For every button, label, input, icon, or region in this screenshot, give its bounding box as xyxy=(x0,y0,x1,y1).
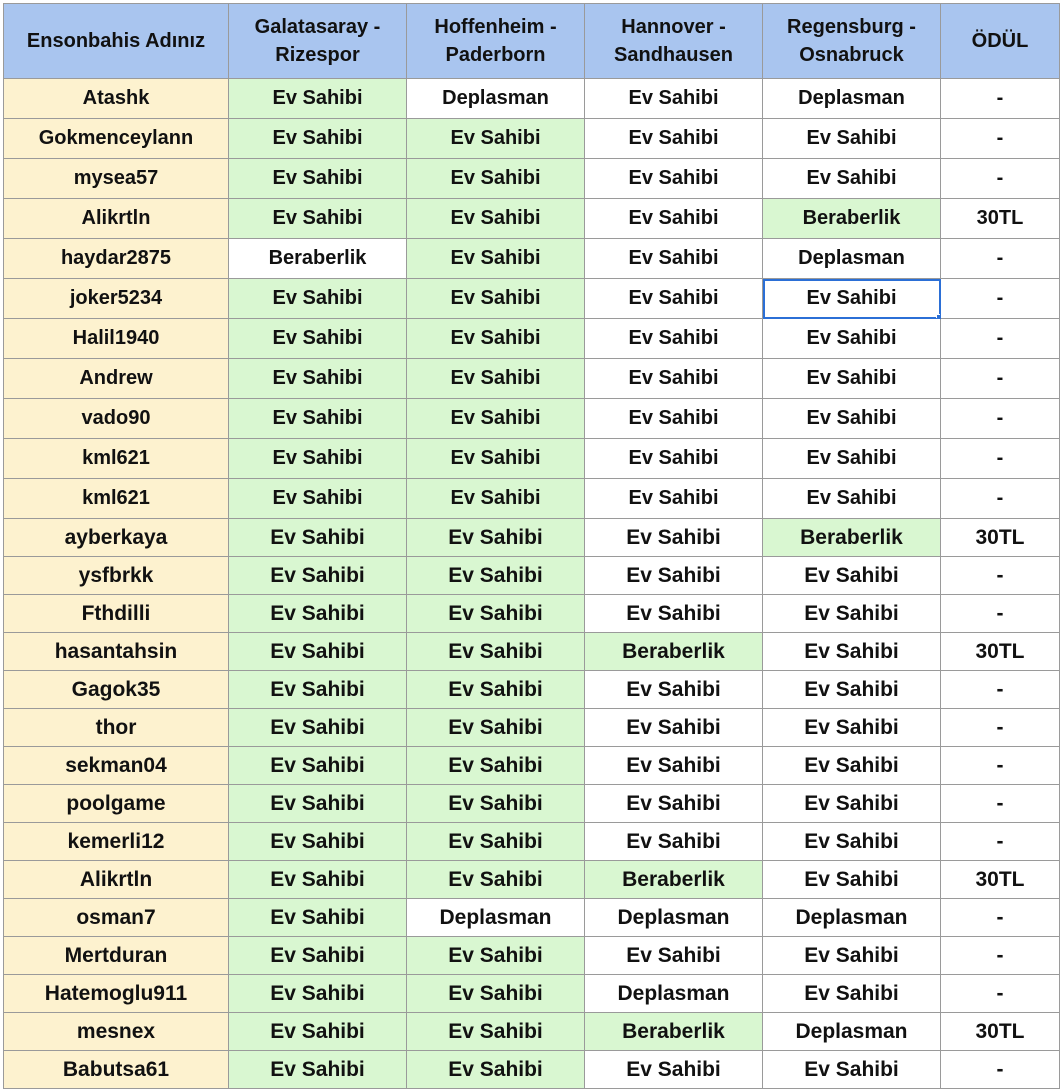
cell-username[interactable]: osman7 xyxy=(4,899,229,937)
cell-pick-regensburg-osnabruck[interactable]: Ev Sahibi xyxy=(763,439,941,479)
table-row xyxy=(4,709,1060,747)
table-row xyxy=(4,199,1060,239)
cell-prize[interactable]: - xyxy=(941,747,1060,785)
table-row xyxy=(4,439,1060,479)
cell-pick-galatasaray-rizespor[interactable]: Ev Sahibi xyxy=(229,937,407,975)
table-row xyxy=(4,823,1060,861)
cell-pick-galatasaray-rizespor[interactable]: Beraberlik xyxy=(229,239,407,279)
cell-username[interactable]: kemerli12 xyxy=(4,823,229,861)
cell-prize[interactable]: - xyxy=(941,595,1060,633)
table-row xyxy=(4,319,1060,359)
cell-pick-galatasaray-rizespor[interactable]: Ev Sahibi xyxy=(229,823,407,861)
cell-pick-regensburg-osnabruck[interactable]: Ev Sahibi xyxy=(763,823,941,861)
cell-prize[interactable]: - xyxy=(941,399,1060,439)
cell-pick-regensburg-osnabruck[interactable]: Ev Sahibi xyxy=(763,1051,941,1089)
table-row xyxy=(4,557,1060,595)
table-row xyxy=(4,785,1060,823)
cell-username[interactable]: Fthdilli xyxy=(4,595,229,633)
cell-pick-hoffenheim-paderborn[interactable]: Ev Sahibi xyxy=(407,557,585,595)
table-row xyxy=(4,479,1060,519)
table-row xyxy=(4,1051,1060,1089)
cell-username[interactable]: Atashk xyxy=(4,79,229,119)
cell-prize[interactable]: - xyxy=(941,239,1060,279)
table-row xyxy=(4,975,1060,1013)
cell-username[interactable]: Babutsa61 xyxy=(4,1051,229,1089)
cell-username[interactable]: kml621 xyxy=(4,479,229,519)
cell-username[interactable]: poolgame xyxy=(4,785,229,823)
cell-prize[interactable]: - xyxy=(941,785,1060,823)
cell-pick-hannover-sandhausen[interactable]: Ev Sahibi xyxy=(585,119,763,159)
cell-pick-regensburg-osnabruck[interactable]: Ev Sahibi xyxy=(763,479,941,519)
cell-pick-hoffenheim-paderborn[interactable]: Ev Sahibi xyxy=(407,519,585,557)
cell-pick-galatasaray-rizespor[interactable]: Ev Sahibi xyxy=(229,1051,407,1089)
cell-pick-hoffenheim-paderborn[interactable]: Ev Sahibi xyxy=(407,861,585,899)
cell-pick-galatasaray-rizespor[interactable]: Ev Sahibi xyxy=(229,199,407,239)
selection-fill-handle[interactable] xyxy=(936,314,941,319)
cell-pick-regensburg-osnabruck[interactable]: Ev Sahibi xyxy=(763,119,941,159)
cell-pick-hoffenheim-paderborn[interactable]: Ev Sahibi xyxy=(407,319,585,359)
cell-pick-hoffenheim-paderborn[interactable]: Ev Sahibi xyxy=(407,671,585,709)
cell-pick-galatasaray-rizespor[interactable]: Ev Sahibi xyxy=(229,899,407,937)
table-row xyxy=(4,595,1060,633)
cell-pick-hannover-sandhausen[interactable]: Ev Sahibi xyxy=(585,709,763,747)
cell-pick-hoffenheim-paderborn[interactable]: Ev Sahibi xyxy=(407,399,585,439)
cell-prize[interactable]: - xyxy=(941,359,1060,399)
header-username[interactable]: Ensonbahis Adınız xyxy=(4,4,229,79)
cell-pick-regensburg-osnabruck[interactable]: Deplasman xyxy=(763,79,941,119)
cell-username[interactable]: Alikrtln xyxy=(4,861,229,899)
cell-username[interactable]: hasantahsin xyxy=(4,633,229,671)
cell-pick-galatasaray-rizespor[interactable]: Ev Sahibi xyxy=(229,439,407,479)
cell-pick-regensburg-osnabruck[interactable]: Ev Sahibi xyxy=(763,633,941,671)
cell-pick-hoffenheim-paderborn[interactable]: Ev Sahibi xyxy=(407,747,585,785)
table-row xyxy=(4,279,1060,319)
cell-prize[interactable]: 30TL xyxy=(941,861,1060,899)
cell-pick-hannover-sandhausen[interactable]: Beraberlik xyxy=(585,633,763,671)
cell-username[interactable]: vado90 xyxy=(4,399,229,439)
cell-prize[interactable]: 30TL xyxy=(941,633,1060,671)
cell-prize[interactable]: 30TL xyxy=(941,199,1060,239)
cell-pick-hoffenheim-paderborn[interactable]: Ev Sahibi xyxy=(407,785,585,823)
cell-pick-regensburg-osnabruck[interactable]: Ev Sahibi xyxy=(763,785,941,823)
table-row xyxy=(4,633,1060,671)
cell-pick-regensburg-osnabruck[interactable]: Beraberlik xyxy=(763,519,941,557)
cell-username[interactable]: haydar2875 xyxy=(4,239,229,279)
cell-pick-galatasaray-rizespor[interactable]: Ev Sahibi xyxy=(229,319,407,359)
predictions-spreadsheet xyxy=(3,3,1060,1089)
cell-pick-hoffenheim-paderborn[interactable]: Ev Sahibi xyxy=(407,439,585,479)
cell-pick-galatasaray-rizespor[interactable]: Ev Sahibi xyxy=(229,671,407,709)
cell-pick-hoffenheim-paderborn[interactable]: Ev Sahibi xyxy=(407,239,585,279)
cell-pick-regensburg-osnabruck[interactable]: Ev Sahibi xyxy=(763,975,941,1013)
table-row xyxy=(4,519,1060,557)
cell-pick-regensburg-osnabruck[interactable]: Beraberlik xyxy=(763,199,941,239)
cell-prize[interactable]: - xyxy=(941,279,1060,319)
cell-pick-hoffenheim-paderborn[interactable]: Ev Sahibi xyxy=(407,595,585,633)
cell-pick-regensburg-osnabruck[interactable]: Ev Sahibi xyxy=(763,595,941,633)
cell-pick-hannover-sandhausen[interactable]: Ev Sahibi xyxy=(585,747,763,785)
cell-pick-regensburg-osnabruck[interactable]: Ev Sahibi xyxy=(763,319,941,359)
cell-pick-hannover-sandhausen[interactable]: Ev Sahibi xyxy=(585,595,763,633)
cell-pick-hannover-sandhausen[interactable]: Ev Sahibi xyxy=(585,199,763,239)
cell-username[interactable]: mesnex xyxy=(4,1013,229,1051)
cell-prize[interactable]: - xyxy=(941,119,1060,159)
table-row xyxy=(4,861,1060,899)
cell-pick-regensburg-osnabruck[interactable]: Deplasman xyxy=(763,239,941,279)
header-match-regensburg-osnabruck[interactable]: Regensburg - Osnabruck xyxy=(763,4,941,79)
cell-pick-hannover-sandhausen[interactable]: Ev Sahibi xyxy=(585,1051,763,1089)
cell-username[interactable]: thor xyxy=(4,709,229,747)
table-row xyxy=(4,1013,1060,1051)
cell-pick-galatasaray-rizespor[interactable]: Ev Sahibi xyxy=(229,709,407,747)
cell-pick-regensburg-osnabruck[interactable]: Ev Sahibi xyxy=(763,159,941,199)
cell-username[interactable]: ysfbrkk xyxy=(4,557,229,595)
cell-pick-galatasaray-rizespor[interactable]: Ev Sahibi xyxy=(229,479,407,519)
cell-username[interactable]: Mertduran xyxy=(4,937,229,975)
cell-pick-regensburg-osnabruck[interactable]: Ev Sahibi xyxy=(763,747,941,785)
cell-username[interactable]: Andrew xyxy=(4,359,229,399)
cell-pick-galatasaray-rizespor[interactable]: Ev Sahibi xyxy=(229,861,407,899)
cell-prize[interactable]: - xyxy=(941,671,1060,709)
table-row xyxy=(4,937,1060,975)
cell-pick-hoffenheim-paderborn[interactable]: Deplasman xyxy=(407,79,585,119)
cell-pick-hannover-sandhausen[interactable]: Beraberlik xyxy=(585,861,763,899)
cell-pick-regensburg-osnabruck[interactable]: Ev Sahibi xyxy=(763,671,941,709)
cell-pick-hannover-sandhausen[interactable]: Ev Sahibi xyxy=(585,823,763,861)
cell-pick-hoffenheim-paderborn[interactable]: Ev Sahibi xyxy=(407,159,585,199)
cell-username[interactable]: Gagok35 xyxy=(4,671,229,709)
cell-pick-hoffenheim-paderborn[interactable]: Ev Sahibi xyxy=(407,359,585,399)
cell-pick-galatasaray-rizespor[interactable]: Ev Sahibi xyxy=(229,519,407,557)
cell-pick-galatasaray-rizespor[interactable]: Ev Sahibi xyxy=(229,159,407,199)
table-row xyxy=(4,159,1060,199)
cell-username[interactable]: mysea57 xyxy=(4,159,229,199)
header-match-hoffenheim-paderborn[interactable]: Hoffenheim - Paderborn xyxy=(407,4,585,79)
cell-prize[interactable]: - xyxy=(941,159,1060,199)
cell-pick-hannover-sandhausen[interactable]: Ev Sahibi xyxy=(585,479,763,519)
cell-pick-regensburg-osnabruck[interactable]: Ev Sahibi xyxy=(763,399,941,439)
cell-pick-regensburg-osnabruck[interactable]: Ev Sahibi xyxy=(763,359,941,399)
cell-prize[interactable]: - xyxy=(941,319,1060,359)
cell-pick-hoffenheim-paderborn[interactable]: Ev Sahibi xyxy=(407,279,585,319)
header-match-hannover-sandhausen[interactable]: Hannover - Sandhausen xyxy=(585,4,763,79)
cell-pick-hannover-sandhausen[interactable]: Ev Sahibi xyxy=(585,519,763,557)
cell-pick-hoffenheim-paderborn[interactable]: Ev Sahibi xyxy=(407,937,585,975)
cell-pick-hoffenheim-paderborn[interactable]: Ev Sahibi xyxy=(407,633,585,671)
cell-pick-galatasaray-rizespor[interactable]: Ev Sahibi xyxy=(229,633,407,671)
cell-pick-hoffenheim-paderborn[interactable]: Ev Sahibi xyxy=(407,709,585,747)
cell-pick-galatasaray-rizespor[interactable]: Ev Sahibi xyxy=(229,1013,407,1051)
cell-pick-hoffenheim-paderborn[interactable]: Ev Sahibi xyxy=(407,1051,585,1089)
cell-pick-hannover-sandhausen[interactable]: Ev Sahibi xyxy=(585,239,763,279)
cell-username[interactable]: joker5234 xyxy=(4,279,229,319)
table-row xyxy=(4,671,1060,709)
table-row xyxy=(4,359,1060,399)
cell-prize[interactable]: - xyxy=(941,1051,1060,1089)
table-row xyxy=(4,239,1060,279)
cell-pick-hannover-sandhausen[interactable]: Ev Sahibi xyxy=(585,671,763,709)
cell-pick-hoffenheim-paderborn[interactable]: Ev Sahibi xyxy=(407,119,585,159)
cell-pick-hoffenheim-paderborn[interactable]: Ev Sahibi xyxy=(407,1013,585,1051)
cell-prize[interactable]: - xyxy=(941,439,1060,479)
cell-pick-galatasaray-rizespor[interactable]: Ev Sahibi xyxy=(229,595,407,633)
cell-username[interactable]: ayberkaya xyxy=(4,519,229,557)
cell-pick-galatasaray-rizespor[interactable]: Ev Sahibi xyxy=(229,557,407,595)
cell-pick-galatasaray-rizespor[interactable]: Ev Sahibi xyxy=(229,119,407,159)
cell-pick-regensburg-osnabruck[interactable]: Deplasman xyxy=(763,1013,941,1051)
cell-prize[interactable]: - xyxy=(941,823,1060,861)
cell-pick-regensburg-osnabruck[interactable]: Ev Sahibi xyxy=(763,279,941,319)
cell-pick-hannover-sandhausen[interactable]: Deplasman xyxy=(585,899,763,937)
table-row xyxy=(4,119,1060,159)
cell-prize[interactable]: 30TL xyxy=(941,1013,1060,1051)
cell-pick-hoffenheim-paderborn[interactable]: Ev Sahibi xyxy=(407,199,585,239)
table-row xyxy=(4,899,1060,937)
cell-username[interactable]: Alikrtln xyxy=(4,199,229,239)
cell-pick-galatasaray-rizespor[interactable]: Ev Sahibi xyxy=(229,975,407,1013)
header-row xyxy=(4,4,1060,79)
cell-prize[interactable]: - xyxy=(941,479,1060,519)
cell-pick-galatasaray-rizespor[interactable]: Ev Sahibi xyxy=(229,399,407,439)
cell-prize[interactable]: - xyxy=(941,899,1060,937)
header-match-galatasaray-rizespor[interactable]: Galatasaray - Rizespor xyxy=(229,4,407,79)
cell-pick-galatasaray-rizespor[interactable]: Ev Sahibi xyxy=(229,279,407,319)
cell-username[interactable]: Gokmenceylann xyxy=(4,119,229,159)
cell-pick-hannover-sandhausen[interactable]: Ev Sahibi xyxy=(585,279,763,319)
cell-pick-hoffenheim-paderborn[interactable]: Ev Sahibi xyxy=(407,975,585,1013)
cell-pick-regensburg-osnabruck[interactable]: Ev Sahibi xyxy=(763,709,941,747)
cell-prize[interactable]: - xyxy=(941,709,1060,747)
cell-pick-hannover-sandhausen[interactable]: Ev Sahibi xyxy=(585,159,763,199)
cell-pick-galatasaray-rizespor[interactable]: Ev Sahibi xyxy=(229,747,407,785)
header-prize[interactable]: ÖDÜL xyxy=(941,4,1060,79)
cell-pick-hannover-sandhausen[interactable]: Ev Sahibi xyxy=(585,785,763,823)
cell-prize[interactable]: - xyxy=(941,79,1060,119)
cell-pick-galatasaray-rizespor[interactable]: Ev Sahibi xyxy=(229,785,407,823)
cell-prize[interactable]: - xyxy=(941,937,1060,975)
cell-pick-hannover-sandhausen[interactable]: Ev Sahibi xyxy=(585,557,763,595)
table-row xyxy=(4,79,1060,119)
cell-prize[interactable]: - xyxy=(941,975,1060,1013)
cell-pick-hannover-sandhausen[interactable]: Ev Sahibi xyxy=(585,359,763,399)
cell-pick-hannover-sandhausen[interactable]: Ev Sahibi xyxy=(585,439,763,479)
cell-pick-galatasaray-rizespor[interactable]: Ev Sahibi xyxy=(229,359,407,399)
cell-pick-hannover-sandhausen[interactable]: Ev Sahibi xyxy=(585,79,763,119)
cell-pick-hannover-sandhausen[interactable]: Deplasman xyxy=(585,975,763,1013)
cell-pick-hoffenheim-paderborn[interactable]: Ev Sahibi xyxy=(407,823,585,861)
cell-username[interactable]: kml621 xyxy=(4,439,229,479)
cell-prize[interactable]: 30TL xyxy=(941,519,1060,557)
cell-pick-hoffenheim-paderborn[interactable]: Ev Sahibi xyxy=(407,479,585,519)
cell-pick-galatasaray-rizespor[interactable]: Ev Sahibi xyxy=(229,79,407,119)
cell-pick-regensburg-osnabruck[interactable]: Ev Sahibi xyxy=(763,937,941,975)
cell-pick-hannover-sandhausen[interactable]: Beraberlik xyxy=(585,1013,763,1051)
cell-username[interactable]: Halil1940 xyxy=(4,319,229,359)
cell-pick-regensburg-osnabruck[interactable]: Ev Sahibi xyxy=(763,861,941,899)
table-row xyxy=(4,399,1060,439)
cell-username[interactable]: sekman04 xyxy=(4,747,229,785)
cell-pick-hoffenheim-paderborn[interactable]: Deplasman xyxy=(407,899,585,937)
table-row xyxy=(4,747,1060,785)
cell-pick-regensburg-osnabruck[interactable]: Ev Sahibi xyxy=(763,557,941,595)
cell-pick-hannover-sandhausen[interactable]: Ev Sahibi xyxy=(585,319,763,359)
cell-username[interactable]: Hatemoglu911 xyxy=(4,975,229,1013)
cell-pick-hannover-sandhausen[interactable]: Ev Sahibi xyxy=(585,937,763,975)
cell-pick-hannover-sandhausen[interactable]: Ev Sahibi xyxy=(585,399,763,439)
cell-prize[interactable]: - xyxy=(941,557,1060,595)
cell-pick-regensburg-osnabruck[interactable]: Deplasman xyxy=(763,899,941,937)
